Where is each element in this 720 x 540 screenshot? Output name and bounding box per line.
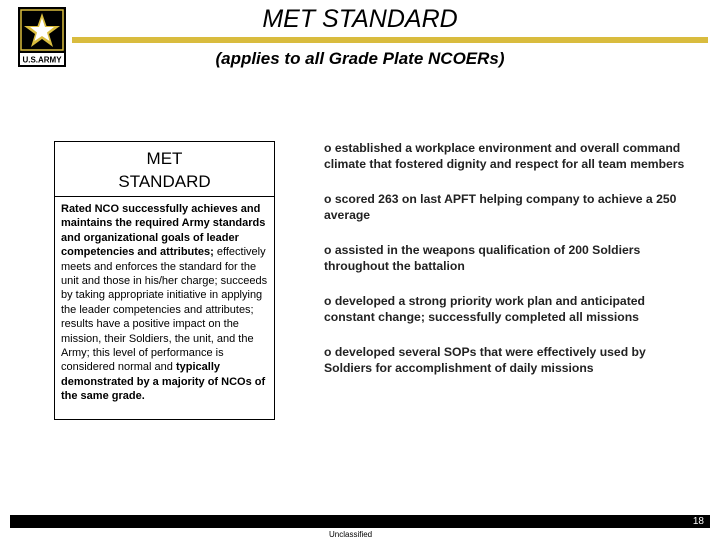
bullet-line: o assisted in the weapons qualification of 200 Soldiers bbox=[324, 243, 641, 257]
classification-label: Unclassified bbox=[329, 530, 373, 539]
met-standard-box bbox=[54, 141, 275, 420]
definition-bold-outro: typically demonstrated by a majority of NCOs of the same grade. bbox=[61, 361, 266, 403]
bullet-line: o developed a strong priority work plan and anticipated bbox=[324, 294, 645, 308]
bullet-line: o scored 263 on last APFT helping company to achieve a 250 bbox=[324, 192, 677, 206]
page-number: 18 bbox=[692, 516, 704, 527]
bullet-line: throughout the battalion bbox=[324, 259, 465, 273]
met-standard-box-title bbox=[55, 142, 274, 197]
page-subtitle: (applies to all Grade Plate NCOERs) bbox=[215, 49, 505, 68]
bullet-item bbox=[324, 344, 714, 376]
met-standard-definition bbox=[55, 197, 274, 404]
title-divider bbox=[72, 37, 708, 43]
box-title-line1: MET bbox=[146, 149, 183, 168]
page-title: MET STANDARD bbox=[262, 5, 458, 33]
bullet-item bbox=[324, 191, 714, 223]
bullet-line: climate that fostered dignity and respect for all team members bbox=[324, 157, 685, 171]
bullet-line: constant change; successfully completed all missions bbox=[324, 310, 639, 324]
bullet-item bbox=[324, 293, 714, 325]
example-bullets bbox=[324, 140, 714, 395]
bullet-line: o developed several SOPs that were effectively used by bbox=[324, 345, 646, 359]
box-title-line2: STANDARD bbox=[118, 172, 211, 191]
bullet-item bbox=[324, 242, 714, 274]
bullet-line: Soldiers for accomplishment of daily missions bbox=[324, 361, 594, 375]
bullet-item bbox=[324, 140, 714, 172]
footer-bar bbox=[10, 515, 710, 528]
definition-body: effectively meets and enforces the standard for the unit and those in his/her charge; succeeds by taking appropriate initiative in applying the leader competencies and attributes; results have a positive impact on the mission, their Soldiers, the unit, and the Army; this level of performance is considered normal and bbox=[61, 246, 268, 374]
logo-text: U.S.ARMY bbox=[22, 55, 62, 65]
bullet-line: average bbox=[324, 208, 371, 222]
bullet-line: o established a workplace environment and overall command bbox=[324, 141, 681, 155]
definition-bold-intro: Rated NCO successfully achieves and maintains the required Army standards and organizational goals of leader competencies and attributes; bbox=[61, 203, 266, 259]
